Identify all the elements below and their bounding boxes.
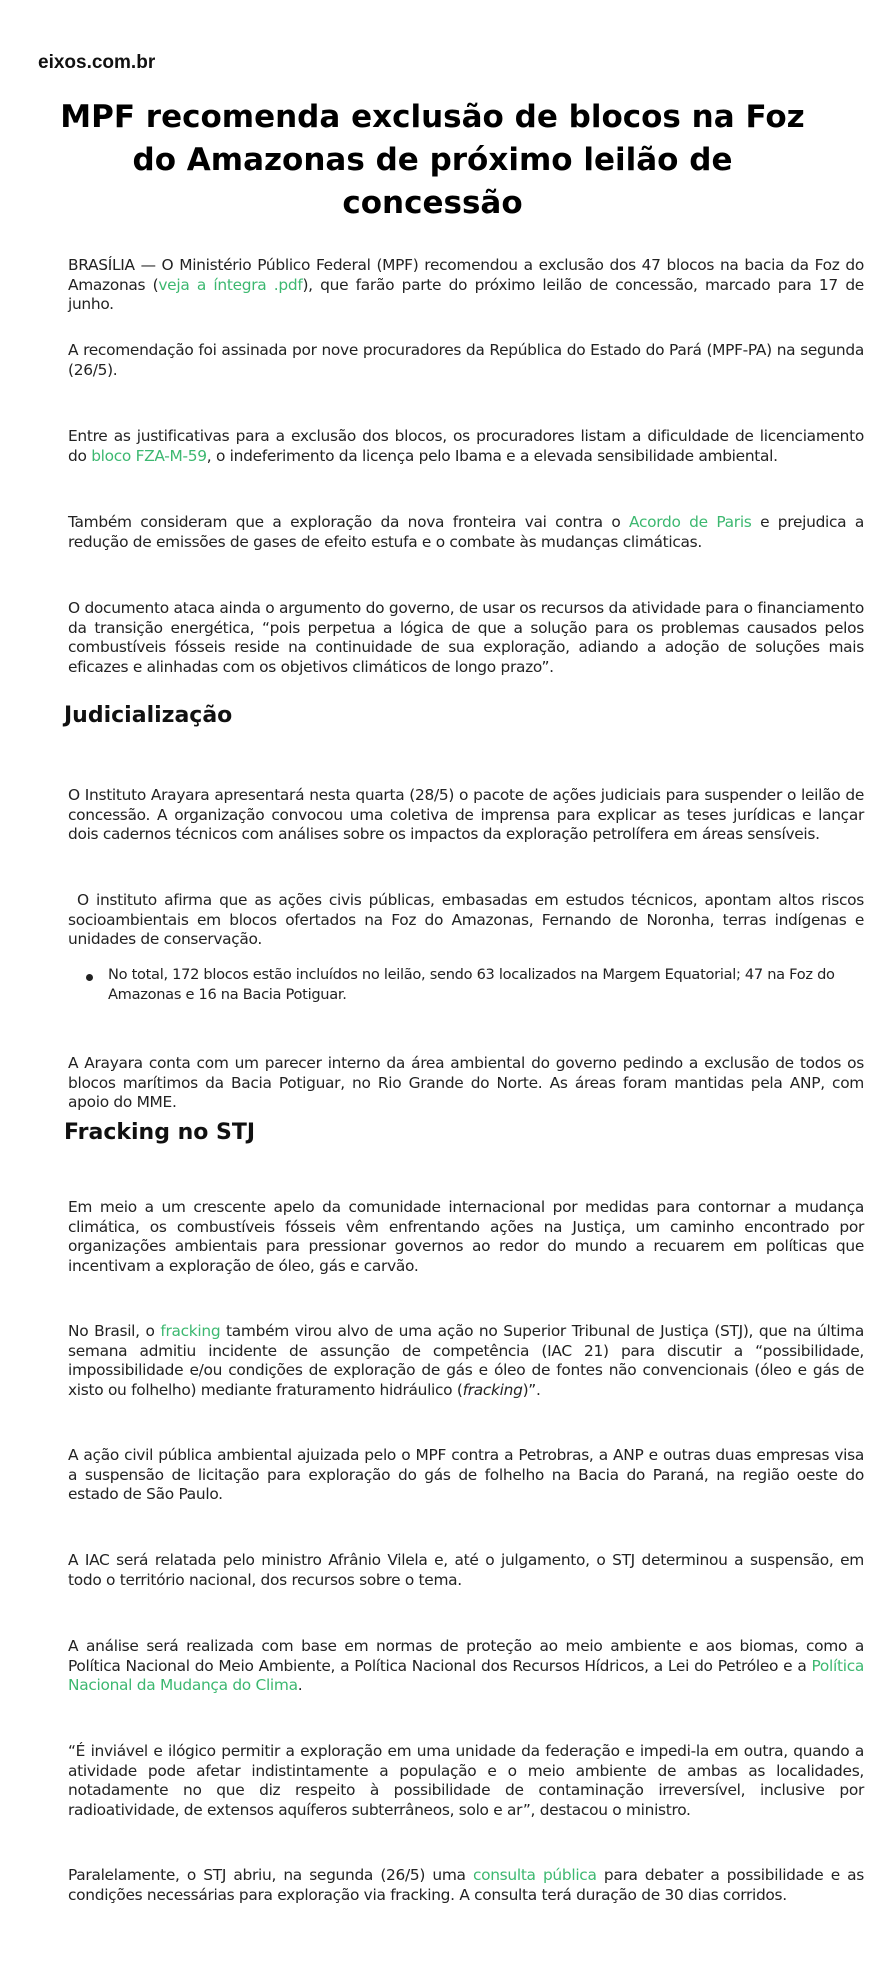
paragraph: Em meio a um crescente apelo da comunidade internacional por medidas para contornar a mudança climática, os combustíveis fósseis vêm enfrentando ações na Justiça, um caminho encontrado por organizações ambientais para pressionar governos ao redor do mundo a recuarem em políticas que incentivam a exploração de óleo, gás e carvão. (68, 1198, 864, 1275)
bullet-dot (86, 974, 93, 981)
site-name: eixos.com.br (38, 52, 156, 73)
paragraph: O instituto afirma que as ações civis públicas, embasadas em estudos técnicos, apontam altos riscos socioambientais em blocos ofertados na Foz do Amazonas, Fernando de Noronha, terras indígenas e unidades de conservação. (68, 891, 864, 948)
paragraph: O Instituto Arayara apresentará nesta quarta (28/5) o pacote de ações judiciais para suspender o leilão de concessão. A organização convocou uma coletiva de imprensa para explicar as teses jurídicas e lançar dois cadernos técnicos com análises sobre os impactos da exploração petrolífera em áreas sensíveis. (68, 786, 864, 843)
paragraph: A IAC será relatada pelo ministro Afrânio Vilela e, até o julgamento, o STJ determinou a suspensão, em todo o território nacional, dos recursos sobre o tema. (68, 1551, 864, 1589)
paragraph: Também consideram que a exploração da nova fronteira vai contra o Acordo de Paris e prejudica a redução de emissões de gases de efeito estufa e o combate às mudanças climáticas. (68, 513, 864, 551)
section-heading: Fracking no STJ (64, 1120, 256, 1145)
pdf-link[interactable]: veja a íntegra .pdf (158, 275, 303, 294)
paragraph: BRASÍLIA — O Ministério Público Federal (MPF) recomendou a exclusão dos 47 blocos na bacia da Foz do Amazonas (veja a íntegra .pdf), que farão parte do próximo leilão de concessão, marcado para 17 de junho. (68, 256, 864, 313)
consulta-publica-link[interactable]: consulta pública (472, 1866, 597, 1884)
list-item: No total, 172 blocos estão incluídos no leilão, sendo 63 localizados na Margem Equatorial; 47 na Foz do Amazonas e 16 na Bacia Potiguar. (108, 966, 835, 1003)
section-heading: Judicialização (64, 703, 233, 728)
paragraph: No Brasil, o fracking também virou alvo de uma ação no Superior Tribunal de Justiça (STJ), que na última semana admitiu incidente de assunção de competência (IAC 21) para discutir a “possibilidade, impossibilidade e/ou condições de exploração de gás e óleo de fontes não convencionais (óleo e gás de xisto ou folhelho) mediante fraturamento hidráulico (fracking)”. (68, 1322, 864, 1399)
politica-clima-link[interactable]: Política Nacional da Mudança do Clima (68, 1656, 864, 1694)
paragraph: O documento ataca ainda o argumento do governo, de usar os recursos da atividade para o financiamento da transição energética, “pois perpetua a lógica de que a solução para os problemas causados pelos combustíveis fósseis reside na continuidade de sua exploração, adiando a adoção de soluções mais eficazes e alinhadas com os objetivos climáticos de longo prazo”. (68, 599, 864, 676)
acordo-paris-link[interactable]: Acordo de Paris (629, 513, 752, 531)
bloco-link[interactable]: bloco FZA-M-59 (91, 446, 207, 465)
paragraph: A análise será realizada com base em normas de proteção ao meio ambiente e aos biomas, como a Política Nacional do Meio Ambiente, a Política Nacional dos Recursos Hídricos, a Lei do Petróleo e a Política Nacional da Mudança do Clima. (68, 1637, 864, 1694)
paragraph: Paralelamente, o STJ abriu, na segunda (26/5) uma consulta pública para debater a possibilidade e as condições necessárias para exploração via fracking. A consulta terá duração de 30 dias corridos. (68, 1866, 864, 1904)
fracking-link[interactable]: fracking (160, 1322, 221, 1340)
article-title: MPF recomenda exclusão de blocos na Foz do Amazonas de próximo leilão de concessão (60, 99, 805, 221)
paragraph: “É inviável e ilógico permitir a exploração em uma unidade da federação e impedi-la em outra, quando a atividade pode afetar indistintamente a população e o meio ambiente de ambas as localidades, notadamente no que diz respeito à possibilidade de contaminação irreversível, inclusive por radioatividade, de extensos aquíferos subterrâneos, solo e ar”, destacou o ministro. (68, 1742, 864, 1819)
paragraph: A Arayara conta com um parecer interno da área ambiental do governo pedindo a exclusão de todos os blocos marítimos da Bacia Potiguar, no Rio Grande do Norte. As áreas foram mantidas pela ANP, com apoio do MME. (68, 1054, 864, 1111)
paragraph: Entre as justificativas para a exclusão dos blocos, os procuradores listam a dificuldade de licenciamento do bloco FZA-M-59, o indeferimento da licença pelo Ibama e a elevada sensibilidade ambiental. (68, 427, 864, 465)
paragraph: A recomendação foi assinada por nove procuradores da República do Estado do Pará (MPF-PA) na segunda (26/5). (68, 341, 864, 379)
paragraph: A ação civil pública ambiental ajuizada pelo o MPF contra a Petrobras, a ANP e outras duas empresas visa a suspensão de licitação para exploração do gás de folhelho na Bacia do Paraná, na região oeste do estado de São Paulo. (68, 1446, 864, 1503)
